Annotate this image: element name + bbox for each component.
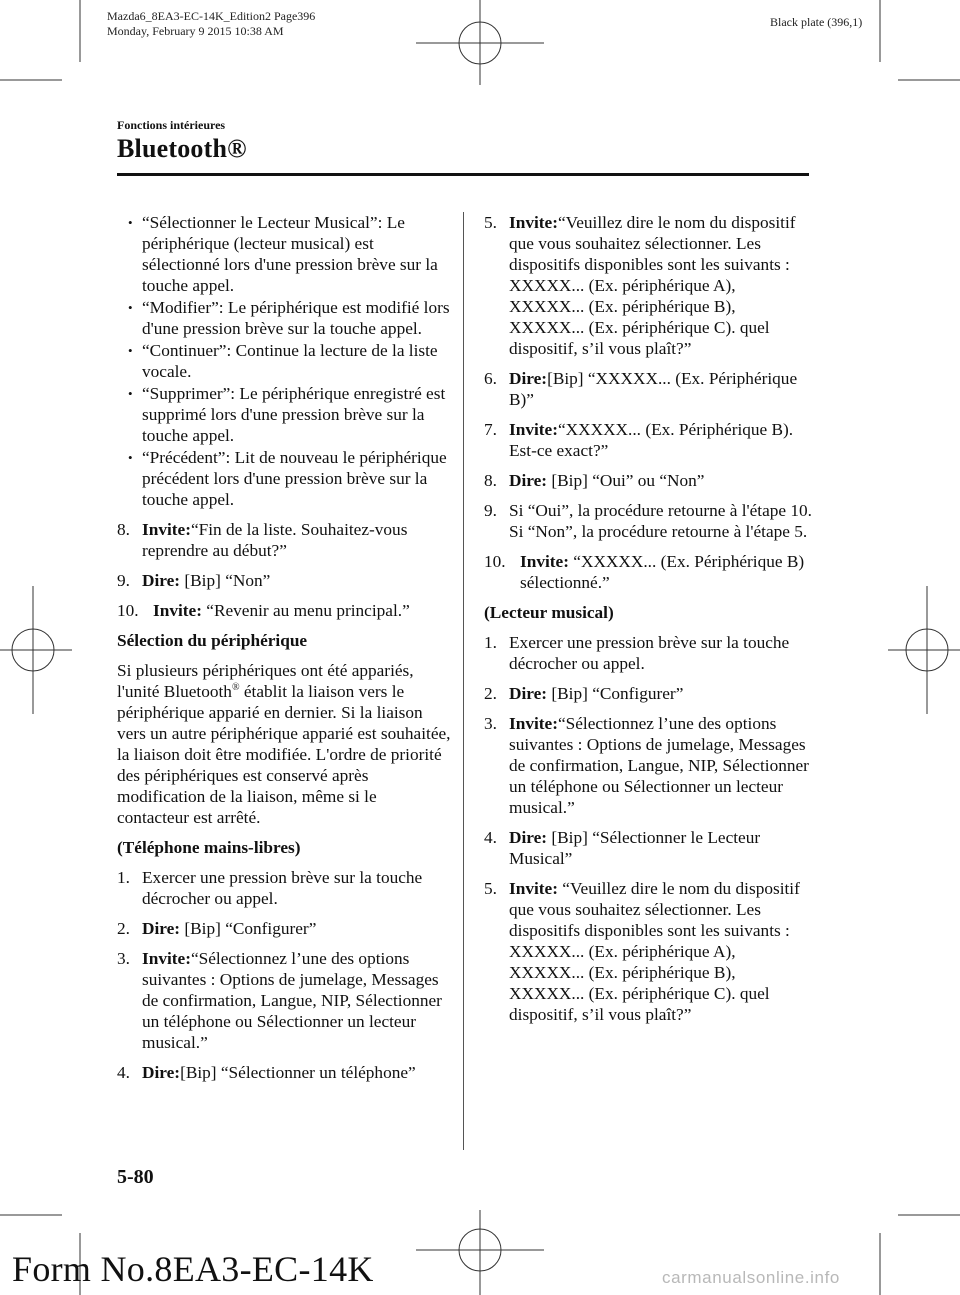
step-item [117,600,452,621]
step-number: 6. [484,369,497,388]
step-label: Invite: [142,520,191,539]
step-text: [Bip] “Sélectionner le Lecteur Musical” [509,828,761,868]
list-item: • “Sélectionner le Lecteur Musical”: Le périphérique (lecteur musical) est sélectionné lors d'une pression brève sur la touche appel. [117,212,452,296]
step-item [484,632,814,674]
step-text: [Bip] “Oui” ou “Non” [547,471,705,490]
step-number: 8. [484,471,497,490]
step-text: “Sélectionnez l’une des options suivantes : Options de jumelage, Messages de confirmation, Langue, NIP, Sélectionner un téléphone ou Sélectionner un lecteur musical.” [142,949,442,1052]
step-item [484,212,814,359]
step-item [117,1062,452,1083]
step-item [117,867,452,909]
step-text: Exercer une pression brève sur la touche décrocher ou appel. [142,868,423,908]
step-item [117,570,452,591]
step-label: Dire: [142,1063,181,1082]
step-text: [Bip] “Non” [180,571,271,590]
step-item [117,948,452,1053]
step-item [484,827,814,869]
step-label: Dire: [509,369,548,388]
registered-mark: ® [231,682,240,694]
black-plate-label: Black plate (396,1) [770,15,863,29]
step-number: 1. [117,868,130,887]
step-label: Invite: [509,420,558,439]
step-text: Si “Oui”, la procédure retourne à l'étape 10. Si “Non”, la procédure retourne à l'étape 5. [509,501,813,541]
step-item [117,918,452,939]
step-label: Invite: [509,714,558,733]
step-label: Invite: [142,949,191,968]
hands-free-heading: (Téléphone mains-libres) [117,838,301,857]
step-number: 9. [484,501,497,520]
step-label: Dire: [142,571,181,590]
step-item [484,500,814,542]
step-text: “Veuillez dire le nom du dispositif que vous souhaitez sélectionner. Les dispositifs disponibles sont les suivants : XXXXX... (Ex. périphérique A), XXXXX... (Ex. périphérique B), XXXXX... (Ex. périphérique C). quel dispositif, s’il vous plaît?” [509,213,796,358]
step-number: 1. [484,633,497,652]
step-text: Exercer une pression brève sur la touche décrocher ou appel. [509,633,790,673]
list-item: • “Supprimer”: Le périphérique enregistré est supprimé lors d'une pression brève sur la touche appel. [117,383,452,446]
step-text: “Sélectionnez l’une des options suivantes : Options de jumelage, Messages de confirmation, Langue, NIP, Sélectionner un téléphone ou Sélectionner un lecteur musical.” [509,714,809,817]
step-label: Invite: [509,213,558,232]
step-text: “Veuillez dire le nom du dispositif que vous souhaitez sélectionner. Les dispositifs disponibles sont les suivants : XXXXX... (Ex. périphérique A), XXXXX... (Ex. périphérique B), XXXXX... (Ex. périphérique C). quel dispositif, s’il vous plaît?” [509,879,800,1024]
page-title: Bluetooth® [117,134,247,163]
step-number: 4. [117,1063,130,1082]
step-text: “Revenir au menu principal.” [201,601,410,620]
paragraph-text: établit la liaison vers le périphérique apparié en dernier. Si la liaison vers un autre périphérique apparié est souhaitée, la liaison doit être modifiée. L'ordre de priorité des périphériques est conservé après modification de la liaison, même si le contacteur est arrêté. [117,682,451,827]
step-number: 10. [484,552,506,571]
step-number: 3. [484,714,497,733]
step-text: “XXXXX... (Ex. Périphérique B). Est-ce exact?” [509,420,794,460]
section-label: Fonctions intérieures [117,118,226,132]
step-label: Invite: [153,601,202,620]
step-item [117,519,452,561]
list-item: • “Précédent”: Lit de nouveau le périphérique précédent lors d'une pression brève sur la touche appel. [117,447,452,510]
step-item [484,551,814,593]
option-bullet-list [117,212,452,510]
step-item [484,470,814,491]
music-player-heading: (Lecteur musical) [484,603,614,622]
step-text: “Fin de la liste. Souhaitez-vous reprendre au début?” [142,520,408,560]
step-label: Dire: [509,471,548,490]
list-item: • “Modifier”: Le périphérique est modifié lors d'une pression brève sur la touche appel. [117,297,452,339]
page-number: 5-80 [117,1166,154,1188]
device-selection-paragraph [117,660,452,828]
step-text: [Bip] “Configurer” [180,919,317,938]
step-label: Invite: [520,552,569,571]
step-item [484,368,814,410]
watermark: carmanualsonline.info [662,1268,840,1287]
device-selection-heading: Sélection du périphérique [117,631,308,650]
print-metadata [107,9,315,39]
step-item [484,419,814,461]
step-text: [Bip] “XXXXX... (Ex. Périphérique B)” [509,369,798,409]
print-metadata-date: Monday, February 9 2015 10:38 AM [107,24,284,38]
step-number: 7. [484,420,497,439]
right-column [484,212,814,1025]
step-text: [Bip] “Configurer” [547,684,684,703]
step-number: 2. [484,684,497,703]
step-number: 9. [117,571,130,590]
step-number: 2. [117,919,130,938]
step-label: Dire: [142,919,181,938]
step-number: 8. [117,520,130,539]
step-number: 10. [117,601,139,620]
step-number: 3. [117,949,130,968]
list-item: • “Continuer”: Continue la lecture de la liste vocale. [117,340,452,382]
print-metadata-file: Mazda6_8EA3-EC-14K_Edition2 Page396 [107,9,316,23]
step-number: 4. [484,828,497,847]
step-number: 5. [484,213,497,232]
step-number: 5. [484,879,497,898]
form-number: Form No.8EA3-EC-14K [12,1249,374,1289]
step-text: “XXXXX... (Ex. Périphérique B) sélectionné.” [520,552,805,592]
step-label: Dire: [509,828,548,847]
step-label: Dire: [509,684,548,703]
step-item [484,683,814,704]
title-rule [117,173,809,176]
left-column [117,212,452,1083]
step-text: [Bip] “Sélectionner un téléphone” [180,1063,416,1082]
step-item [484,878,814,1025]
column-divider [463,212,464,1150]
paragraph-text: Si plusieurs périphériques ont été appariés, l'unité Bluetooth [117,661,414,701]
step-item [484,713,814,818]
step-label: Invite: [509,879,558,898]
